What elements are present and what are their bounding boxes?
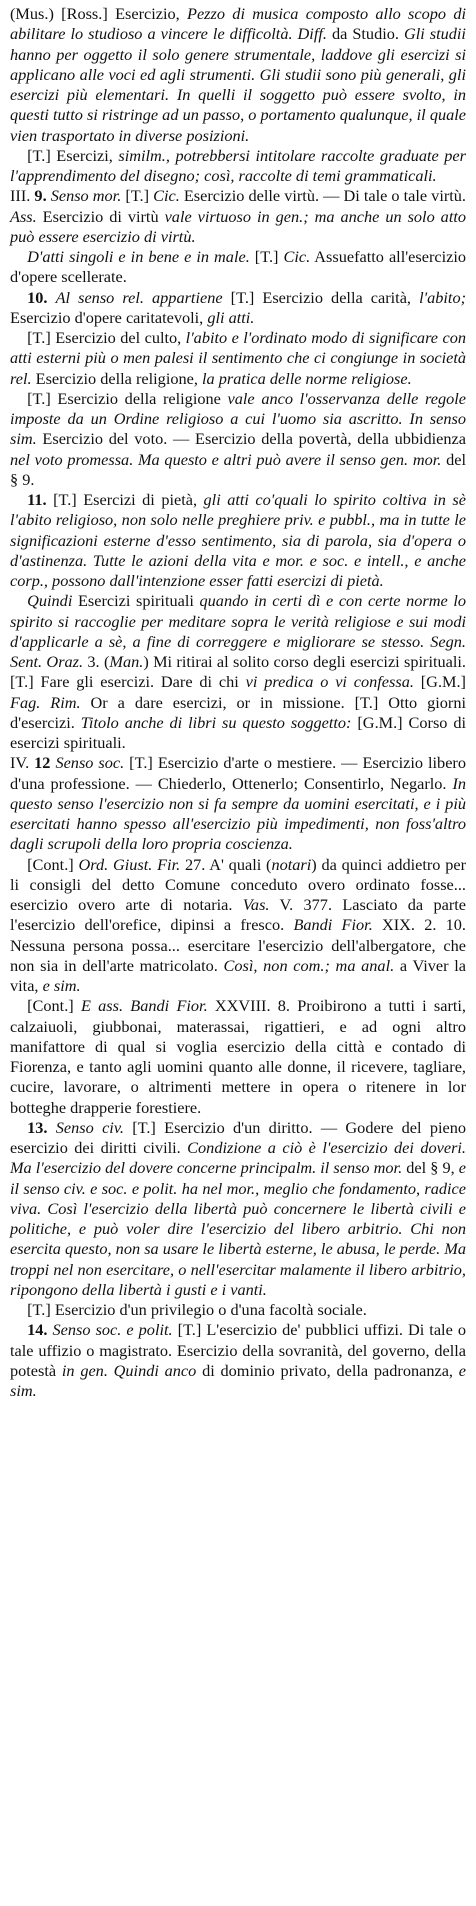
italic-text: Al senso rel. appartiene xyxy=(55,287,223,307)
entry-text: XIX. 2. 10. Nessuna persona possa... esercitare l'esercizio dell'albergatore, che non sia in dell'arte matricolato. xyxy=(10,915,467,975)
entry-text: (Mus.) [Ross.] Esercizio, xyxy=(10,4,188,23)
entry-paragraph xyxy=(10,288,466,329)
italic-text: Cic. xyxy=(283,247,311,266)
italic-text: Gli studii hanno per oggetto il solo genere strumentale, laddove gli esercizi si applicano alle voci ed agli strumenti. Gli studii sono più generali, gli esercizi più elementari. In quelli il soggetto può essere svolto, in questi tutto si ristringe ad un passo, o portamento qualunque, il quale vien trasportato in diverse posizioni. xyxy=(10,24,466,145)
entry-paragraph xyxy=(10,490,466,591)
entry-text: ) da quinci addietro per li consigli del detto Comune conceduto overo ordinato fosse... esercizio overo arte di notaria. xyxy=(10,854,467,914)
entry-paragraph xyxy=(10,753,466,854)
section-number: 13. xyxy=(27,1117,48,1137)
italic-text: nel voto promessa. Ma questo e altri può avere il senso gen. mor. xyxy=(10,449,442,469)
italic-text: Senso mor. xyxy=(50,186,122,206)
entry-text: Esercizio della religione, xyxy=(31,368,202,388)
italic-text: vale anco l'osservanza delle regole imposte da un Ordine religioso a cui l'uomo sia ascritto. In senso sim. xyxy=(10,388,467,449)
entry-text: 3. ( xyxy=(83,652,110,671)
entry-text: [Cont.] xyxy=(27,996,81,1016)
entry-text: Assuefatto all'esercizio d'opere scellerate. xyxy=(10,247,467,287)
italic-text: Ord. Giust. Fir. xyxy=(78,854,181,874)
section-number: 9. xyxy=(34,186,47,206)
entry-text: [T.] Esercizi, xyxy=(27,145,119,165)
italic-text: Così, non com.; ma anal. xyxy=(223,955,395,975)
italic-text: Senso soc. xyxy=(55,753,125,773)
entry-text: Esercizi spirituali xyxy=(72,591,200,611)
italic-text: l'abito; xyxy=(419,287,467,307)
entry-paragraph xyxy=(10,328,466,389)
entry-text: da Studio. xyxy=(326,24,404,44)
entry-text: V. 377. Lasciato da parte l'esercizio dell'orefice, dipinsi a fresco. xyxy=(10,895,466,935)
entry-text: 27. A' quali ( xyxy=(180,854,272,874)
italic-text: Bandi Fior. xyxy=(293,915,373,935)
entry-text: [T.] Esercizi di pietà, xyxy=(46,490,204,509)
entry-text: del § 9. xyxy=(10,449,466,489)
entry-text: Esercizio del voto. — Esercizio della povertà, della ubbidienza xyxy=(36,429,466,449)
entry-text: [G.M.] Corso di esercizi spirituali. xyxy=(10,712,467,752)
italic-text: Vas. xyxy=(242,895,270,914)
entry-text: Esercizio d'opere caritatevoli, xyxy=(10,307,208,327)
section-number: 11. xyxy=(27,490,47,509)
italic-text: D'atti singoli e in bene e in male. xyxy=(27,247,250,266)
entry-text: III. xyxy=(10,186,35,206)
entry-paragraph xyxy=(10,186,466,247)
entry-text xyxy=(47,288,55,307)
section-number: 14. xyxy=(27,1320,48,1340)
entry-text: [T.] xyxy=(121,186,154,206)
italic-text: e sim. xyxy=(10,1360,467,1400)
entry-text: [T.] Esercizio d'arte o mestiere. — Esercizio libero d'una professione. — Chiederlo, Ottenerlo; Consentirlo, Negarlo. xyxy=(10,753,466,793)
entry-paragraph xyxy=(10,1300,466,1320)
entry-paragraph xyxy=(10,389,466,490)
entry-paragraph xyxy=(10,146,466,187)
entry-paragraph xyxy=(10,591,466,753)
entry-text xyxy=(47,1118,55,1137)
italic-text: similm., potrebbersi intitolare raccolte graduate per l'apprendimento del disegno; così, raccolte di temi grammaticali. xyxy=(10,145,466,185)
italic-text: gli atti co'quali lo spirito coltiva in sè l'abito religioso, non solo nelle preghiere priv. e pubbl., ma in tutte le significazioni esterne d'esso sentimento, sia di parola, sia d'opera o d'astinenza. Tutte le azioni della vita e mor. e soc. e intell., e anche corp., possono dall'intenzione esser fatti esercizi di pietà. xyxy=(10,490,466,590)
italic-text: la pratica delle norme religiose. xyxy=(202,368,412,388)
entry-text: [T.] Esercizio della religione xyxy=(27,388,228,408)
italic-text: Condizione a ciò è l'esercizio dei doveri. Ma l'esercizio del dovere concerne principalm. il senso mor. xyxy=(10,1138,467,1178)
italic-text: Senso soc. e polit. xyxy=(52,1320,173,1340)
entry-paragraph xyxy=(10,855,466,997)
entry-text: [T.] L'esercizio de' pubblici uffizi. Di tale o tale uffizio o magistrato. Esercizio della sovranità, del governo, della potestà xyxy=(10,1320,466,1380)
italic-text: notari xyxy=(271,854,312,874)
entry-text: Esercizio di virtù xyxy=(36,206,165,226)
entry-text: [Cont.] xyxy=(27,854,79,874)
entry-text: XXVIII. 8. Proibirono a tutti i sarti, calzaiuoli, giubbonai, materassai, rigattieri, e ad ogni altro manifattore di qual si voglia esercizio della città e contado di Fiorenza, e tanto agli uomini quanto alle donne, il ricevere, tagliare, cucire, lavorare, o altrimenti mettere in opera o ritenere in lor botteghe drapperie forestiere. xyxy=(10,996,467,1117)
italic-text: quando in certi dì e con certe norme lo spirito si raccoglie per meditare sopra le verità religiose e sui modi d'applicarle a sè, a fine di correggere e migliorare se stesso. Segn. Sent. Oraz. xyxy=(10,591,466,671)
italic-text: E ass. Bandi Fior. xyxy=(80,996,208,1016)
italic-text: vi predica o vi confessa. xyxy=(245,672,414,692)
entry-text: IV. xyxy=(10,753,35,773)
italic-text: Man. xyxy=(109,652,144,671)
italic-text: Ass. xyxy=(10,206,37,226)
entry-text: [G.M.] xyxy=(413,672,466,692)
entry-text: [T.] Esercizio d'un privilegio o d'una facoltà sociale. xyxy=(27,1300,367,1319)
italic-text: l'abito e l'ordinato modo di significare con atti esterni più o men palesi il sentimento che ci congiunge in società rel. xyxy=(10,328,466,388)
section-number: 12 xyxy=(34,753,51,773)
entry-text: Esercizio delle virtù. — Di tale o tale virtù. xyxy=(179,186,467,206)
entry-text: [T.] Esercizio della carità, xyxy=(222,287,420,307)
entry-text: [T.] Esercizio del culto, xyxy=(27,328,186,347)
italic-text: vale virtuoso in gen.; ma anche un solo atto può essere esercizio di virtù. xyxy=(10,206,467,246)
entry-text: [T.] xyxy=(249,247,284,266)
italic-text: e sim. xyxy=(42,976,81,995)
italic-text: Titolo anche di libri su questo soggetto: xyxy=(80,712,352,732)
italic-text: e il senso civ. e soc. e polit. ha nel mor., meglio che fondamento, radice viva. Così l'esercizio della libertà può concernere le libertà civili e politiche, e può voler dire l'esercizio del libero arbitrio. Chi non esercita questo, non sa usare le libertà esterne, le abusa, le perde. Ma troppi nel non esercitare, o nell'esercitar malamente il libero arbitrio, ripongono della libertà i gusti e i vanti. xyxy=(10,1158,466,1299)
italic-text: in gen. Quindi anco xyxy=(61,1360,197,1380)
entry-text: Or a dare esercizi, or in missione. [T.] Otto giorni d'esercizi. xyxy=(10,692,466,732)
dictionary-entry-esercizio xyxy=(10,4,466,1401)
entry-paragraph xyxy=(10,1320,466,1401)
entry-paragraph xyxy=(10,1118,466,1300)
entry-paragraph xyxy=(10,4,466,146)
section-number: 10. xyxy=(27,287,48,307)
italic-text: Fag. Rim. xyxy=(10,692,81,712)
italic-text: In questo senso l'esercizio non si fa sempre da uomini esercitati, e i più esercitati hanno spesso all'esercizio più impedimenti, non foss'altro dagli scrupoli della loro propria coscienza. xyxy=(10,773,466,854)
entry-text: a Viver la vita, xyxy=(10,955,466,995)
entry-text: ) Mi ritirai al solito corso degli esercizi spirituali. [T.] Fare gli esercizi. Dare di chi xyxy=(10,652,466,692)
italic-text: Cic. xyxy=(153,186,180,206)
entry-text: del § 9, xyxy=(402,1158,459,1178)
italic-text: Pezzo di musica composto allo scopo di abilitare lo studioso a vincere le difficoltà. Diff. xyxy=(10,4,466,44)
italic-text: Quindi xyxy=(27,591,73,611)
entry-paragraph xyxy=(10,247,466,288)
italic-text: Senso civ. xyxy=(55,1117,124,1137)
entry-text: [T.] Esercizio d'un diritto. — Godere del pieno esercizio dei diritti civili. xyxy=(10,1117,466,1157)
entry-paragraph xyxy=(10,996,466,1118)
italic-text: gli atti. xyxy=(207,307,255,327)
entry-text: di dominio privato, della padronanza, xyxy=(196,1360,459,1380)
